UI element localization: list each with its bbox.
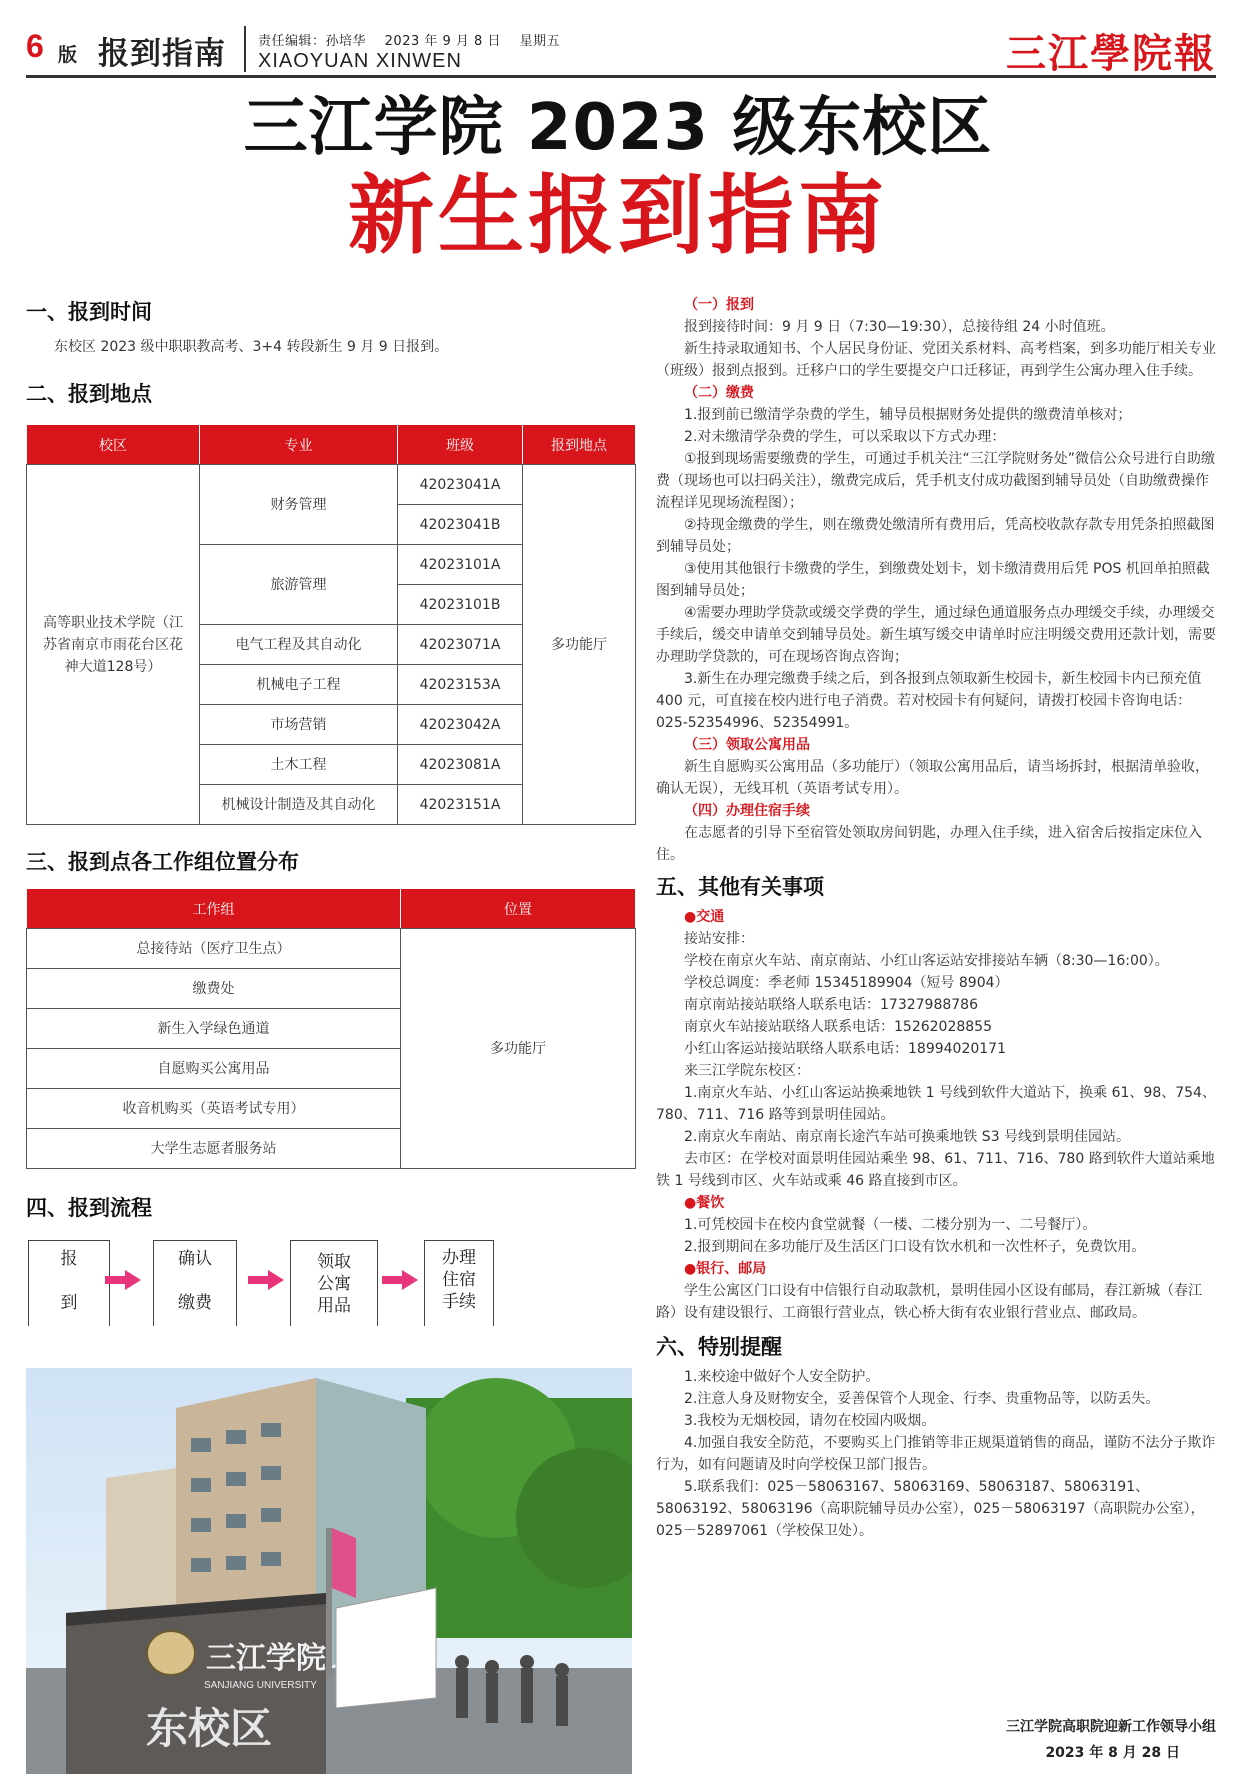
flow-step-3-line3: 用品 [317, 1296, 351, 1316]
flow-step-2-line1: 确认 [178, 1249, 212, 1269]
class-cell: 42023041A [398, 465, 523, 505]
flow-step-4-line2: 住宿 [442, 1270, 476, 1290]
p1-line1: 报到接待时间：9 月 9 日（7:30—19:30），总接待组 24 小时值班。 [684, 319, 1115, 335]
gate-sign-campus: 东校区 [146, 1704, 273, 1753]
table-row [27, 929, 636, 969]
major-cell: 机械设计制造及其自动化 [200, 785, 398, 825]
traffic-line3: 学校总调度：季老师 15345189904（短号 8904） [684, 975, 1009, 991]
headline-line1: 三江学院 2023 级东校区 [243, 91, 993, 165]
location-table [26, 424, 636, 825]
editor-line [258, 30, 574, 49]
bank-line1: 学生公寓区门口设有中信银行自动取款机，景明佳园小区设有邮局，春江新城（春江路）设有建设银行、工商银行营业点，铁心桥大街有农业银行营业点、邮政局。 [656, 1283, 1202, 1321]
dining-line1: 1.可凭校园卡在校内食堂就餐（一楼、二楼分别为一、二号餐厅）。 [684, 1217, 1097, 1233]
major-cell: 财务管理 [200, 465, 398, 545]
p2-heading: （二）缴费 [684, 385, 754, 401]
s1-heading: 一、报到时间 [26, 300, 152, 324]
traffic-line7: 来三江学院东校区： [684, 1063, 810, 1079]
p3-heading: （三）领取公寓用品 [684, 737, 810, 753]
gate-sign-name: 三江学院 [206, 1641, 326, 1676]
traffic-line8: 1.南京火车站、小红山客运站换乘地铁 1 号线到软件大道站下，换乘 61、98、754、780、711、716 路等到景明佳园站。 [656, 1085, 1216, 1123]
reminder-4: 4.加强自我安全防范，不要购买上门推销等非正规渠道销售的商品，谨防不法分子欺诈行为，如有问题请及时向学校保卫部门报告。 [656, 1435, 1216, 1473]
class-cell: 42023101B [398, 585, 523, 625]
reminder-3: 3.我校为无烟校园，请勿在校园内吸烟。 [684, 1413, 936, 1429]
groups-table [26, 888, 636, 1169]
p2-line2: 2.对未缴清学杂费的学生，可以采取以下方式办理： [684, 429, 1006, 445]
col-major: 专业 [200, 425, 398, 465]
weekday: 星期五 [519, 34, 561, 49]
group-cell: 总接待站（医疗卫生点） [27, 929, 401, 969]
p1-heading: （一）报到 [684, 297, 754, 313]
groups-table-wrap [26, 888, 636, 1169]
flow-diagram [28, 1240, 628, 1326]
flow-step-3 [290, 1240, 378, 1326]
flow-step-1 [28, 1240, 110, 1326]
col-campus: 校区 [27, 425, 200, 465]
paper-logo: 三江學院報 [1006, 30, 1216, 77]
flow-step-1-line1: 报 [60, 1249, 78, 1269]
s1-text: 东校区 2023 级中职职教高考、3+4 转段新生 9 月 9 日报到。 [54, 339, 449, 355]
flow-step-4 [424, 1240, 494, 1326]
page-ban-label: 版 [58, 44, 78, 66]
flow-step-2-line2: 缴费 [178, 1293, 212, 1313]
major-cell: 市场营销 [200, 705, 398, 745]
s6-heading: 六、特别提醒 [656, 1335, 782, 1359]
flow-step-4-line1: 办理 [442, 1248, 476, 1268]
group-cell: 新生入学绿色通道 [27, 1009, 401, 1049]
flow-step-3-line2: 公寓 [317, 1274, 351, 1294]
section-title: 报到指南 [98, 36, 226, 72]
reminder-2: 2.注意人身及财物安全，妥善保管个人现金、行李、贵重物品等，以防丢失。 [684, 1391, 1160, 1407]
gate-sign-en: SANJIANG UNIVERSITY [204, 1680, 317, 1691]
major-cell: 土木工程 [200, 745, 398, 785]
col-position: 位置 [401, 889, 636, 929]
bank-heading: ●银行、邮局 [684, 1261, 767, 1277]
major-cell: 机械电子工程 [200, 665, 398, 705]
arrow-right-icon [103, 1268, 143, 1292]
traffic-line10: 去市区：在学校对面景明佳园站乘坐 98、61、711、716、780 路到软件大道站乘地铁 1 号线到市区、火车站或乘 46 路直接到市区。 [656, 1151, 1215, 1189]
campus-gate-image [26, 1368, 632, 1774]
table-row [27, 465, 636, 505]
major-cell: 电气工程及其自动化 [200, 625, 398, 665]
flow-step-4-line3: 手续 [442, 1292, 476, 1312]
p4-heading: （四）办理住宿手续 [684, 803, 810, 819]
col-group: 工作组 [27, 889, 401, 929]
traffic-line6: 小红山客运站接站联络人联系电话：18994020171 [684, 1041, 1006, 1057]
p2-line1: 1.报到前已缴清学杂费的学生，辅导员根据财务处提供的缴费清单核对； [684, 407, 1132, 423]
class-cell: 42023153A [398, 665, 523, 705]
class-cell: 42023041B [398, 505, 523, 545]
dining-line2: 2.报到期间在多功能厅及生活区门口设有饮水机和一次性杯子，免费饮用。 [684, 1239, 1146, 1255]
p2-line4: ②持现金缴费的学生，则在缴费处缴清所有费用后，凭高校收款存款专用凭条拍照截图到辅导员处； [656, 517, 1215, 555]
col-class: 班级 [398, 425, 523, 465]
s4-heading: 四、报到流程 [26, 1196, 152, 1220]
p2-line6: ④需要办理助学贷款或缓交学费的学生，通过绿色通道服务点办理缓交手续，办理缓交手续后，缓交申请单交到辅导员处。新生填写缓交申请单时应注明缓交费用还款计划，需要办理助学贷款的，可在现场咨询点咨询； [656, 605, 1216, 665]
s2-heading: 二、报到地点 [26, 382, 152, 406]
col-location: 报到地点 [523, 425, 636, 465]
header-divider [244, 26, 246, 72]
campus-photo [26, 1368, 632, 1774]
p2-line7: 3.新生在办理完缴费手续之后，到各报到点领取新生校园卡，新生校园卡内已预充值 400 元，可直接在校内进行电子消费。若对校园卡有何疑问，请拨打校园卡咨询电话：025-52354996、52354991。 [656, 671, 1202, 731]
flow-step-3-line1: 领取 [317, 1252, 351, 1272]
traffic-line2: 学校在南京火车站、南京南站、小红山客运站安排接站车辆（8:30—16:00）。 [684, 953, 1169, 969]
arrow-right-icon [246, 1268, 286, 1292]
traffic-line1: 接站安排： [684, 931, 754, 947]
signature-org: 三江学院高职院迎新工作领导小组 [1006, 1719, 1216, 1735]
group-cell: 自愿购买公寓用品 [27, 1049, 401, 1089]
page-number: 6 [26, 28, 44, 64]
flow-step-1-line2: 到 [60, 1293, 78, 1313]
dining-heading: ●餐饮 [684, 1195, 725, 1211]
traffic-line4: 南京南站接站联络人联系电话：17327988786 [684, 997, 978, 1013]
reminder-5: 5.联系我们：025－58063167、58063169、58063187、58063191、58063192、58063196（高职院辅导员办公室），025－58063197（高职院办公室），025－52897061（学校保卫处）。 [656, 1479, 1205, 1539]
class-cell: 42023101A [398, 545, 523, 585]
group-cell: 大学生志愿者服务站 [27, 1129, 401, 1169]
class-cell: 42023071A [398, 625, 523, 665]
group-cell: 缴费处 [27, 969, 401, 1009]
p2-line5: ③使用其他银行卡缴费的学生，到缴费处划卡，划卡缴清费用后凭 POS 机回单拍照截图到辅导员处； [656, 561, 1210, 599]
location-table-wrap [26, 424, 636, 825]
paper-name-en: XIAOYUAN XINWEN [258, 50, 462, 72]
p2-line3: ①报到现场需要缴费的学生，可通过手机关注“三江学院财务处”微信公众号进行自助缴费（现场也可以扫码关注），缴费完成后，凭手机支付成功截图到辅导员处（自助缴费操作流程详见现场流程图）； [656, 451, 1216, 511]
s5-heading: 五、其他有关事项 [656, 875, 824, 899]
major-cell: 旅游管理 [200, 545, 398, 625]
traffic-line9: 2.南京火车南站、南京南长途汽车站可换乘地铁 S3 号线到景明佳园站。 [684, 1129, 1131, 1145]
headline-line2: 新生报到指南 [348, 166, 888, 266]
group-cell: 收音机购买（英语考试专用） [27, 1089, 401, 1129]
traffic-heading: ●交通 [684, 909, 725, 925]
right-column [656, 294, 1216, 1542]
reminder-1: 1.来校途中做好个人安全防护。 [684, 1369, 880, 1385]
p3-line1: 新生自愿购买公寓用品（多功能厅）（领取公寓用品后，请当场拆封，根据清单验收，确认无误），无线耳机（英语考试专用）。 [656, 759, 1209, 797]
campus-cell: 高等职业技术学院（江苏省南京市雨花台区花神大道128号） [27, 465, 200, 825]
editor: 责任编辑：孙培华 [258, 34, 367, 49]
p4-line1: 在志愿者的引导下至宿管处领取房间钥匙，办理入住手续，进入宿舍后按指定床位入住。 [656, 825, 1202, 863]
arrow-right-icon [380, 1268, 420, 1292]
traffic-line5: 南京火车站接站联络人联系电话：15262028855 [684, 1019, 992, 1035]
signature-date: 2023 年 8 月 28 日 [1045, 1745, 1180, 1761]
s3-heading: 三、报到点各工作组位置分布 [26, 850, 299, 874]
class-cell: 42023151A [398, 785, 523, 825]
masthead [26, 20, 1216, 78]
location-cell: 多功能厅 [523, 465, 636, 825]
flow-step-2 [153, 1240, 237, 1326]
class-cell: 42023081A [398, 745, 523, 785]
position-cell: 多功能厅 [401, 929, 636, 1169]
p1-line2: 新生持录取通知书、个人居民身份证、党团关系材料、高考档案，到多功能厅相关专业（班级）报到点报到。迁移户口的学生要提交户口迁移证，再到学生公寓办理入住手续。 [656, 341, 1216, 379]
issue-date: 2023 年 9 月 8 日 [384, 34, 501, 49]
class-cell: 42023042A [398, 705, 523, 745]
